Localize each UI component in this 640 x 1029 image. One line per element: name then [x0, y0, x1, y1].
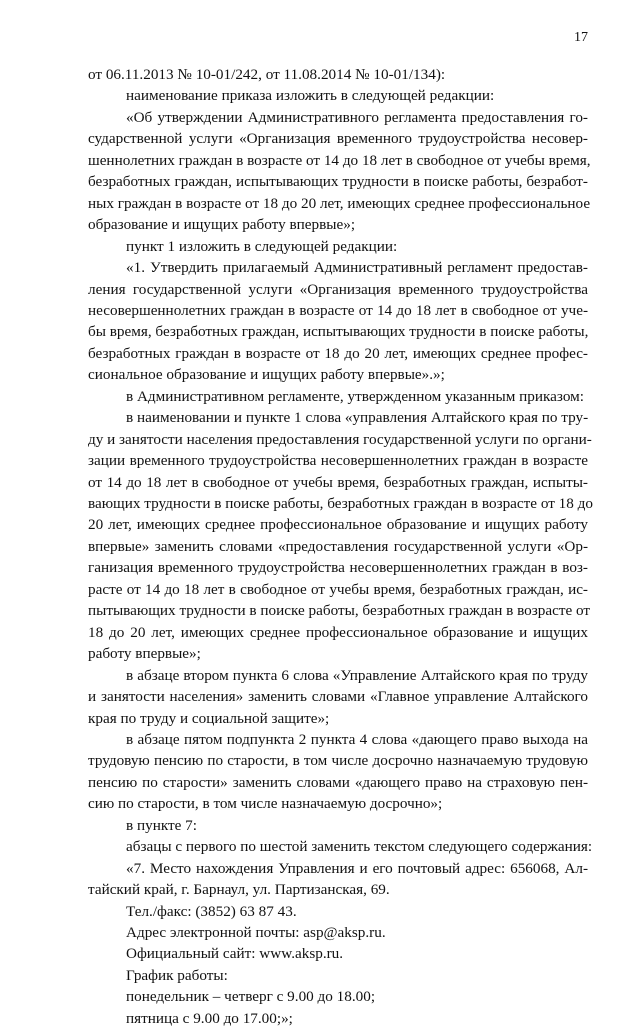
text-line: в абзаце втором пункта 6 слова «Управление Алтайского края по труду [126, 666, 588, 684]
text-line: ных граждан в возрасте от 18 до 20 лет, имеющих среднее профессиональное [88, 194, 591, 212]
text-line: наименование приказа изложить в следующей редакции: [126, 87, 495, 105]
text-line: в пункте 7: [126, 816, 197, 834]
text-line: 18 до 20 лет, имеющих среднее профессиональное образование и ищущих [88, 623, 588, 641]
text-line: Официальный сайт: www.aksp.ru. [126, 945, 344, 963]
text-line: абзацы с первого по шестой заменить текстом следующего содержания: [126, 838, 593, 856]
text-line: зации временного трудоустройства несовершеннолетних граждан в возрасте [88, 452, 588, 470]
text-line: края по труду и социальной защите»; [88, 709, 330, 727]
page-number: 17 [574, 30, 588, 45]
text-line: бы время, безработных граждан, испытывающих трудности в поиске работы, [88, 323, 589, 341]
text-line: понедельник – четверг с 9.00 до 18.00; [126, 988, 376, 1006]
text-line: пенсию по старости» заменить словами «дающего право на страховую пен- [88, 773, 588, 791]
text-line: трудовую пенсию по старости, в том числе досрочно назначаемую трудовую [88, 752, 588, 770]
text-line: в абзаце пятом подпункта 2 пункта 4 слова «дающего право выхода на [126, 730, 588, 748]
text-line: от 14 до 18 лет в свободное от учебы время, безработных граждан, испыты- [88, 473, 588, 491]
text-line: безработных граждан, испытывающих трудности в поиске работы, безработ- [88, 173, 588, 191]
text-line: образование и ищущих работу впервые»; [88, 216, 356, 234]
text-line: в Административном регламенте, утвержденном указанным приказом: [126, 387, 584, 405]
text-line: тайский край, г. Барнаул, ул. Партизанская, 69. [88, 881, 390, 899]
text-line: расте от 14 до 18 лет в свободное от учебы время, безработных граждан, ис- [88, 580, 588, 598]
text-line: вающих трудности в поиске работы, безработных граждан в возрасте от 18 до [88, 495, 593, 512]
text-line: ления государственной услуги «Организация временного трудоустройства [88, 280, 588, 298]
text-line: в наименовании и пункте 1 слова «управления Алтайского края по тру- [126, 409, 589, 427]
text-line: безработных граждан в возрасте от 18 до 20 лет, имеющих среднее профес- [88, 344, 588, 362]
text-line: Тел./факс: (3852) 63 87 43. [126, 902, 297, 920]
text-line: сиональное образование и ищущих работу впервые».»; [88, 366, 445, 384]
text-line: работу впервые»; [88, 645, 201, 663]
text-line: сударственной услуги «Организация временного трудоустройства несовер- [88, 130, 588, 148]
text-line: пытывающих трудности в поиске работы, безработных граждан в возрасте от [88, 602, 591, 620]
text-line: График работы: [126, 966, 228, 984]
text-line: ду и занятости населения предоставления государственной услуги по органи- [88, 430, 592, 448]
text-line: пункт 1 изложить в следующей редакции: [126, 237, 398, 255]
text-line: шеннолетних граждан в возрасте от 14 до 18 лет в свободное от учебы время, [88, 151, 591, 169]
text-line: ганизация временного трудоустройства несовершеннолетних граждан в воз- [88, 559, 588, 577]
text-line: «7. Место нахождения Управления и его почтовый адрес: 656068, Ал- [126, 859, 588, 877]
text-line: несовершеннолетних граждан в возрасте от 14 до 18 лет в свободное от уче- [88, 301, 588, 319]
text-line: впервые» заменить словами «предоставления государственной услуги «Ор- [88, 537, 588, 555]
text-line: пятница с 9.00 до 17.00;»; [126, 1009, 293, 1027]
text-line: и занятости населения» заменить словами «Главное управление Алтайского [88, 688, 588, 706]
text-line: «1. Утвердить прилагаемый Административный регламент предостав- [126, 259, 588, 277]
text-line: 20 лет, имеющих среднее профессиональное образование и ищущих работу [88, 516, 588, 534]
text-line: от 06.11.2013 № 10-01/242, от 11.08.2014 № 10-01/134): [88, 66, 446, 83]
text-line: «Об утверждении Административного регламента предоставления го- [126, 108, 588, 126]
text-line: сию по старости, в том числе назначаемую досрочно»; [88, 795, 443, 813]
text-line: Адрес электронной почты: asp@aksp.ru. [126, 924, 386, 941]
